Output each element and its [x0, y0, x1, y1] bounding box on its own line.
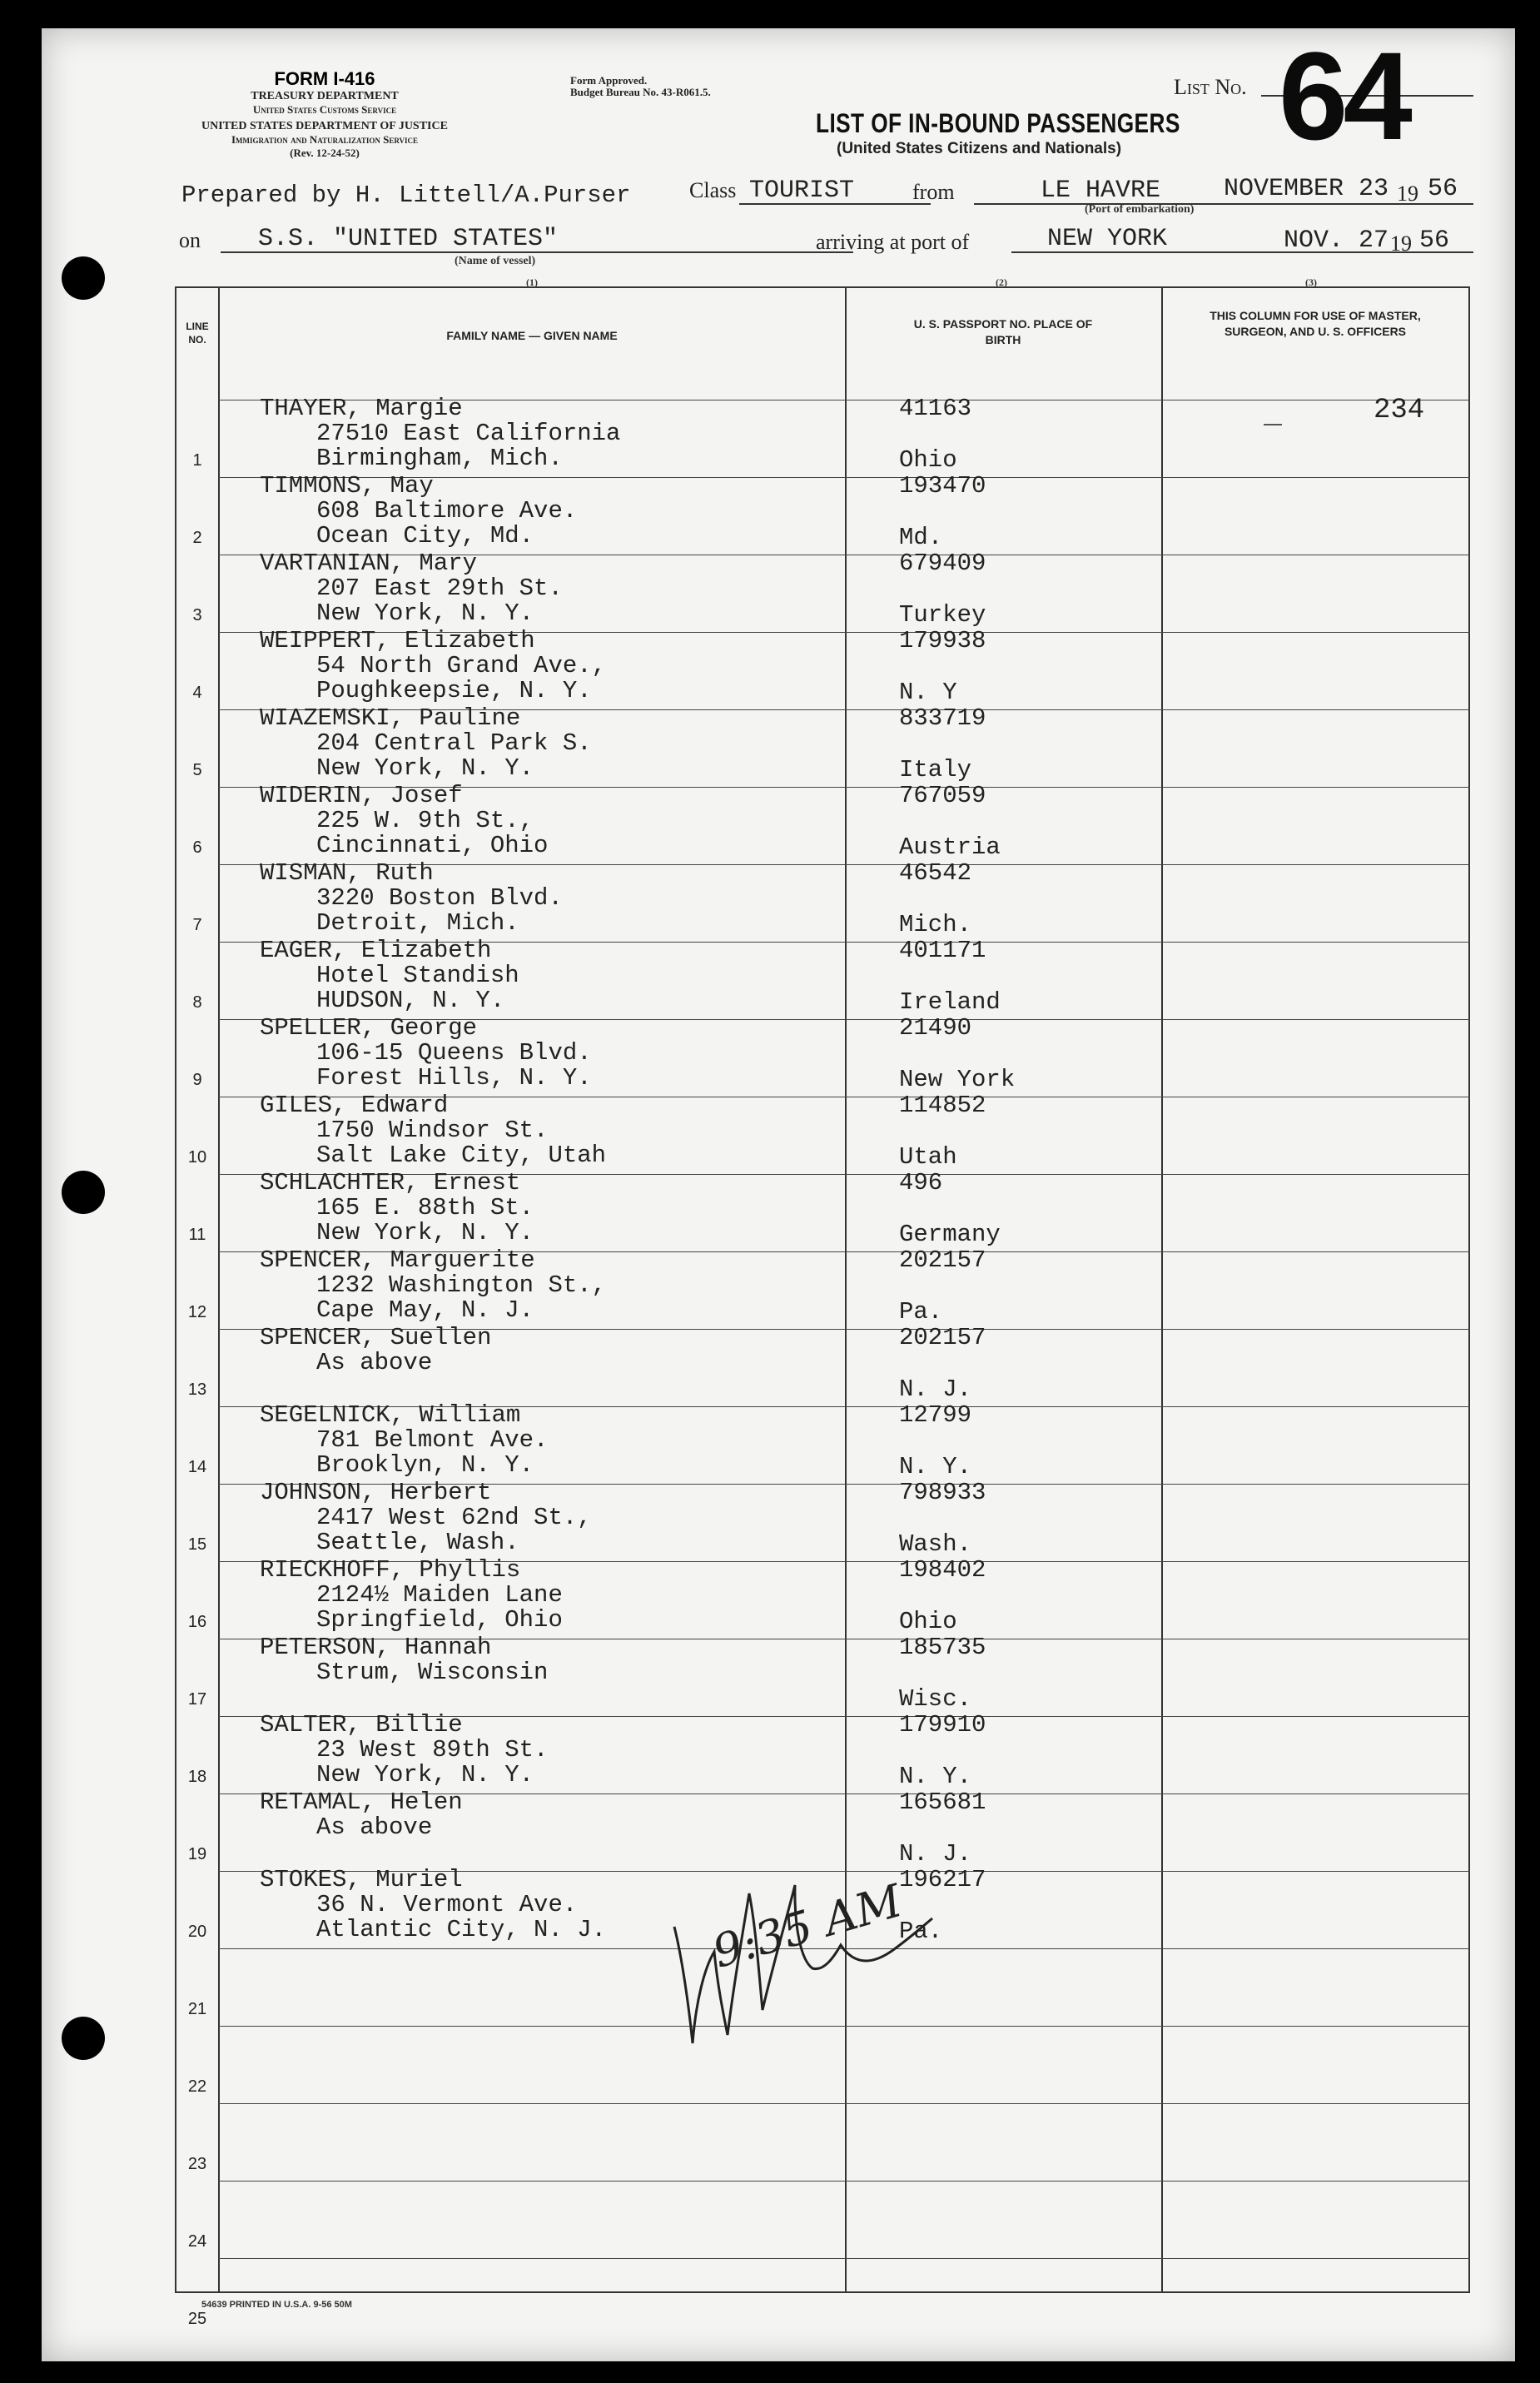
passenger-address-2: Cincinnati, Ohio [316, 832, 549, 859]
passenger-address-2: Ocean City, Md. [316, 522, 534, 550]
passenger-address-1: 1750 Windsor St. [316, 1117, 549, 1144]
list-no-label: List No. [1174, 75, 1247, 99]
passport-number: 165681 [899, 1788, 986, 1816]
place-of-birth: N. J. [899, 1840, 972, 1868]
class-value: TOURIST [749, 177, 855, 205]
line-number: 3 [192, 606, 202, 624]
passenger-address-2: New York, N. Y. [316, 1219, 534, 1246]
place-of-birth: Pa. [899, 1298, 943, 1326]
row-separator [218, 2181, 1470, 2182]
line-number: 18 [187, 1768, 207, 1786]
passenger-address-1: 781 Belmont Ave. [316, 1426, 549, 1454]
form-number: FORM I-416 [274, 68, 375, 89]
passport-number: 401171 [899, 937, 986, 964]
dept-treasury-sub: United States Customs Service [252, 103, 397, 116]
list-number: 64 [1279, 26, 1408, 166]
passenger-address-2: Cape May, N. J. [316, 1296, 534, 1324]
place-of-birth: N. Y. [899, 1763, 972, 1790]
row-separator [218, 2103, 1470, 2104]
passenger-address-2: Poughkeepsie, N. Y. [316, 677, 592, 704]
place-of-birth: N. J. [899, 1376, 972, 1403]
column-number-1: (1) [526, 276, 538, 288]
punch-hole-middle [62, 1171, 105, 1214]
budget-bureau-text: Budget Bureau No. 43-R061.5. [570, 86, 711, 98]
line-number: 19 [187, 1845, 207, 1863]
line-number: 12 [187, 1303, 207, 1321]
passport-number: 114852 [899, 1092, 986, 1119]
passenger-address-2: Forest Hills, N. Y. [316, 1064, 592, 1092]
header-family-name: FAMILY NAME — GIVEN NAME [446, 329, 618, 342]
prepared-by: Prepared by H. Littell/A.Purser [181, 182, 631, 209]
arrival-year: 56 [1419, 226, 1450, 255]
passport-number: 798933 [899, 1479, 986, 1506]
passenger-address-1: 3220 Boston Blvd. [316, 884, 563, 912]
line-number: 1 [192, 451, 202, 470]
line-number: 4 [192, 684, 202, 702]
passenger-name: EAGER, Elizabeth [260, 937, 492, 964]
place-of-birth: Ireland [899, 988, 1001, 1016]
passenger-address-2: HUDSON, N. Y. [316, 987, 505, 1014]
passenger-address-1: 1232 Washington St., [316, 1271, 607, 1299]
passport-number: 767059 [899, 782, 986, 809]
passenger-name: THAYER, Margie [260, 395, 463, 422]
departure-year: 56 [1428, 175, 1458, 203]
place-of-birth: Wisc. [899, 1685, 972, 1713]
header-officers: THIS COLUMN FOR USE OF MASTER, SURGEON, AND U. S. OFFICERS [1210, 309, 1421, 338]
place-of-birth: Pa. [899, 1918, 943, 1945]
passenger-address-1: 608 Baltimore Ave. [316, 497, 578, 525]
line-number: 17 [187, 1690, 207, 1709]
line-number: 22 [187, 2077, 207, 2096]
port-of-arrival: NEW YORK [1047, 225, 1168, 253]
line-number: 8 [192, 993, 202, 1012]
column-number-3: (3) [1305, 276, 1317, 288]
form-id-block [175, 68, 474, 160]
place-of-birth: Italy [899, 756, 972, 784]
passport-number: 196217 [899, 1866, 986, 1893]
passenger-name: JOHNSON, Herbert [260, 1479, 492, 1506]
officer-note: 234 [1374, 395, 1425, 426]
list-title: LIST OF IN-BOUND PASSENGERS [816, 108, 1180, 138]
vessel-name: S.S. "UNITED STATES" [258, 225, 559, 253]
class-label: Class [689, 178, 737, 202]
passenger-address-1: 225 W. 9th St., [316, 807, 534, 834]
place-of-birth: Ohio [899, 446, 957, 474]
line-number: 5 [192, 761, 202, 779]
passenger-name: SPELLER, George [260, 1014, 478, 1042]
form-approved-text: Form Approved. [570, 74, 648, 87]
row-separator [218, 2258, 1470, 2259]
passenger-name: SEGELNICK, William [260, 1401, 521, 1429]
line-number: 21 [187, 2000, 207, 2018]
form-page [42, 28, 1515, 2361]
punch-hole-top [62, 256, 105, 300]
passport-number: 202157 [899, 1246, 986, 1274]
passport-number: 833719 [899, 704, 986, 732]
place-of-birth: N. Y [899, 679, 957, 706]
place-of-birth: Wash. [899, 1530, 972, 1558]
passenger-address-1: 23 West 89th St. [316, 1736, 549, 1764]
place-of-birth: Utah [899, 1143, 957, 1171]
passport-number: 12799 [899, 1401, 972, 1429]
passenger-name: SCHLACHTER, Ernest [260, 1169, 521, 1196]
passenger-address-1: As above [316, 1349, 433, 1376]
vessel-caption: (Name of vessel) [455, 255, 536, 267]
column-number-2: (2) [996, 276, 1007, 288]
header-line-no: LINE NO. [186, 321, 209, 346]
footer-print-code: 54639 PRINTED IN U.S.A. 9-56 50M [201, 2300, 352, 2310]
passenger-address-1: 204 Central Park S. [316, 729, 592, 757]
passport-number: 193470 [899, 472, 986, 500]
passenger-name: SALTER, Billie [260, 1711, 463, 1739]
passport-number: 46542 [899, 859, 972, 887]
passenger-name: GILES, Edward [260, 1092, 449, 1119]
line-number: 13 [187, 1381, 207, 1399]
dept-justice-sub: Immigration and Naturalization Service [231, 133, 419, 146]
passport-number: 179938 [899, 627, 986, 654]
passenger-address-1: 2124½ Maiden Lane [316, 1581, 563, 1609]
place-of-birth: Mich. [899, 911, 972, 938]
departure-date: NOVEMBER 23 [1224, 175, 1389, 203]
embarkation-caption: (Port of embarkation) [1085, 203, 1195, 216]
place-of-birth: New York [899, 1066, 1016, 1093]
place-of-birth: Md. [899, 524, 943, 551]
passenger-name: RIECKHOFF, Phyllis [260, 1556, 521, 1584]
passenger-name: WISMAN, Ruth [260, 859, 434, 887]
passenger-name: PETERSON, Hannah [260, 1634, 492, 1661]
place-of-birth: N. Y. [899, 1453, 972, 1480]
line-number: 25 [187, 2310, 207, 2328]
passenger-address-2: Springfield, Ohio [316, 1606, 563, 1634]
passenger-address-1: 207 East 29th St. [316, 575, 563, 602]
handwritten-time: 9:35 AM [707, 1874, 908, 1978]
header-passport: U. S. PASSPORT NO. PLACE OF BIRTH [913, 317, 1093, 346]
port-of-embarkation: LE HAVRE [1041, 177, 1161, 205]
form-revision: (Rev. 12-24-52) [290, 147, 360, 159]
passenger-address-1: 165 E. 88th St. [316, 1194, 534, 1221]
passport-number: 496 [899, 1169, 943, 1196]
line-number: 6 [192, 838, 202, 857]
place-of-birth: Austria [899, 833, 1001, 861]
passenger-name: TIMMONS, May [260, 472, 434, 500]
dept-justice: UNITED STATES DEPARTMENT OF JUSTICE [201, 120, 448, 132]
line-number: 24 [187, 2232, 207, 2251]
passenger-name: WIAZEMSKI, Pauline [260, 704, 521, 732]
arrival-date: NOV. 27 [1284, 226, 1389, 255]
passenger-address-2: Seattle, Wash. [316, 1529, 519, 1556]
line-number: 16 [187, 1613, 207, 1631]
line-number: 23 [187, 2155, 207, 2173]
place-of-birth: Germany [899, 1221, 1001, 1248]
punch-hole-bottom [62, 2017, 105, 2060]
passport-number: 185735 [899, 1634, 986, 1661]
passenger-address-1: 106-15 Queens Blvd. [316, 1039, 592, 1067]
form-approval [570, 75, 711, 98]
passport-number: 198402 [899, 1556, 986, 1584]
passenger-name: WEIPPERT, Elizabeth [260, 627, 535, 654]
col-divider-line-no [218, 286, 220, 2293]
passenger-address-2: Atlantic City, N. J. [316, 1916, 607, 1943]
departure-year-prefix: 19 [1397, 182, 1418, 206]
line-number: 14 [187, 1458, 207, 1476]
line-number: 10 [187, 1148, 207, 1167]
passenger-address-1: 36 N. Vermont Ave. [316, 1891, 578, 1918]
line-number: 11 [188, 1226, 206, 1244]
passenger-address-2: Salt Lake City, Utah [316, 1142, 607, 1169]
passport-number: 41163 [899, 395, 972, 422]
passenger-name: STOKES, Muriel [260, 1866, 463, 1893]
passenger-address-2: Birmingham, Mich. [316, 445, 563, 472]
place-of-birth: Turkey [899, 601, 986, 629]
arriving-label: arriving at port of [816, 230, 970, 254]
passenger-address-1: 2417 West 62nd St., [316, 1504, 592, 1531]
passport-number: 202157 [899, 1324, 986, 1351]
on-label: on [179, 228, 201, 252]
passenger-address-1: Strum, Wisconsin [316, 1659, 549, 1686]
passenger-address-2: New York, N. Y. [316, 599, 534, 627]
passenger-name: VARTANIAN, Mary [260, 550, 478, 577]
list-subtitle: (United States Citizens and Nationals) [837, 140, 1122, 157]
passenger-address-1: 27510 East California [316, 420, 621, 447]
passenger-name: SPENCER, Marguerite [260, 1246, 535, 1274]
line-number: 15 [187, 1535, 207, 1554]
line-number: 20 [187, 1923, 207, 1941]
line-number: 9 [192, 1071, 202, 1089]
passenger-name: WIDERIN, Josef [260, 782, 463, 809]
passenger-address-2: Brooklyn, N. Y. [316, 1451, 534, 1479]
passport-number: 179910 [899, 1711, 986, 1739]
passport-number: 679409 [899, 550, 986, 577]
passenger-address-1: As above [316, 1813, 433, 1841]
passenger-address-1: 54 North Grand Ave., [316, 652, 607, 679]
passenger-address-2: New York, N. Y. [316, 1761, 534, 1788]
line-number: 7 [192, 916, 202, 934]
passenger-address-2: New York, N. Y. [316, 754, 534, 782]
passenger-name: SPENCER, Suellen [260, 1324, 492, 1351]
from-label: from [912, 180, 955, 204]
col-divider-passport [1161, 286, 1163, 2293]
arrival-year-prefix: 19 [1390, 231, 1412, 256]
passenger-name: RETAMAL, Helen [260, 1788, 463, 1816]
passport-number: 21490 [899, 1014, 972, 1042]
officer-dash [1264, 424, 1282, 425]
dept-treasury: TREASURY DEPARTMENT [251, 90, 399, 102]
passenger-address-2: Detroit, Mich. [316, 909, 519, 937]
line-number: 2 [192, 529, 202, 547]
place-of-birth: Ohio [899, 1608, 957, 1635]
passenger-address-1: Hotel Standish [316, 962, 519, 989]
